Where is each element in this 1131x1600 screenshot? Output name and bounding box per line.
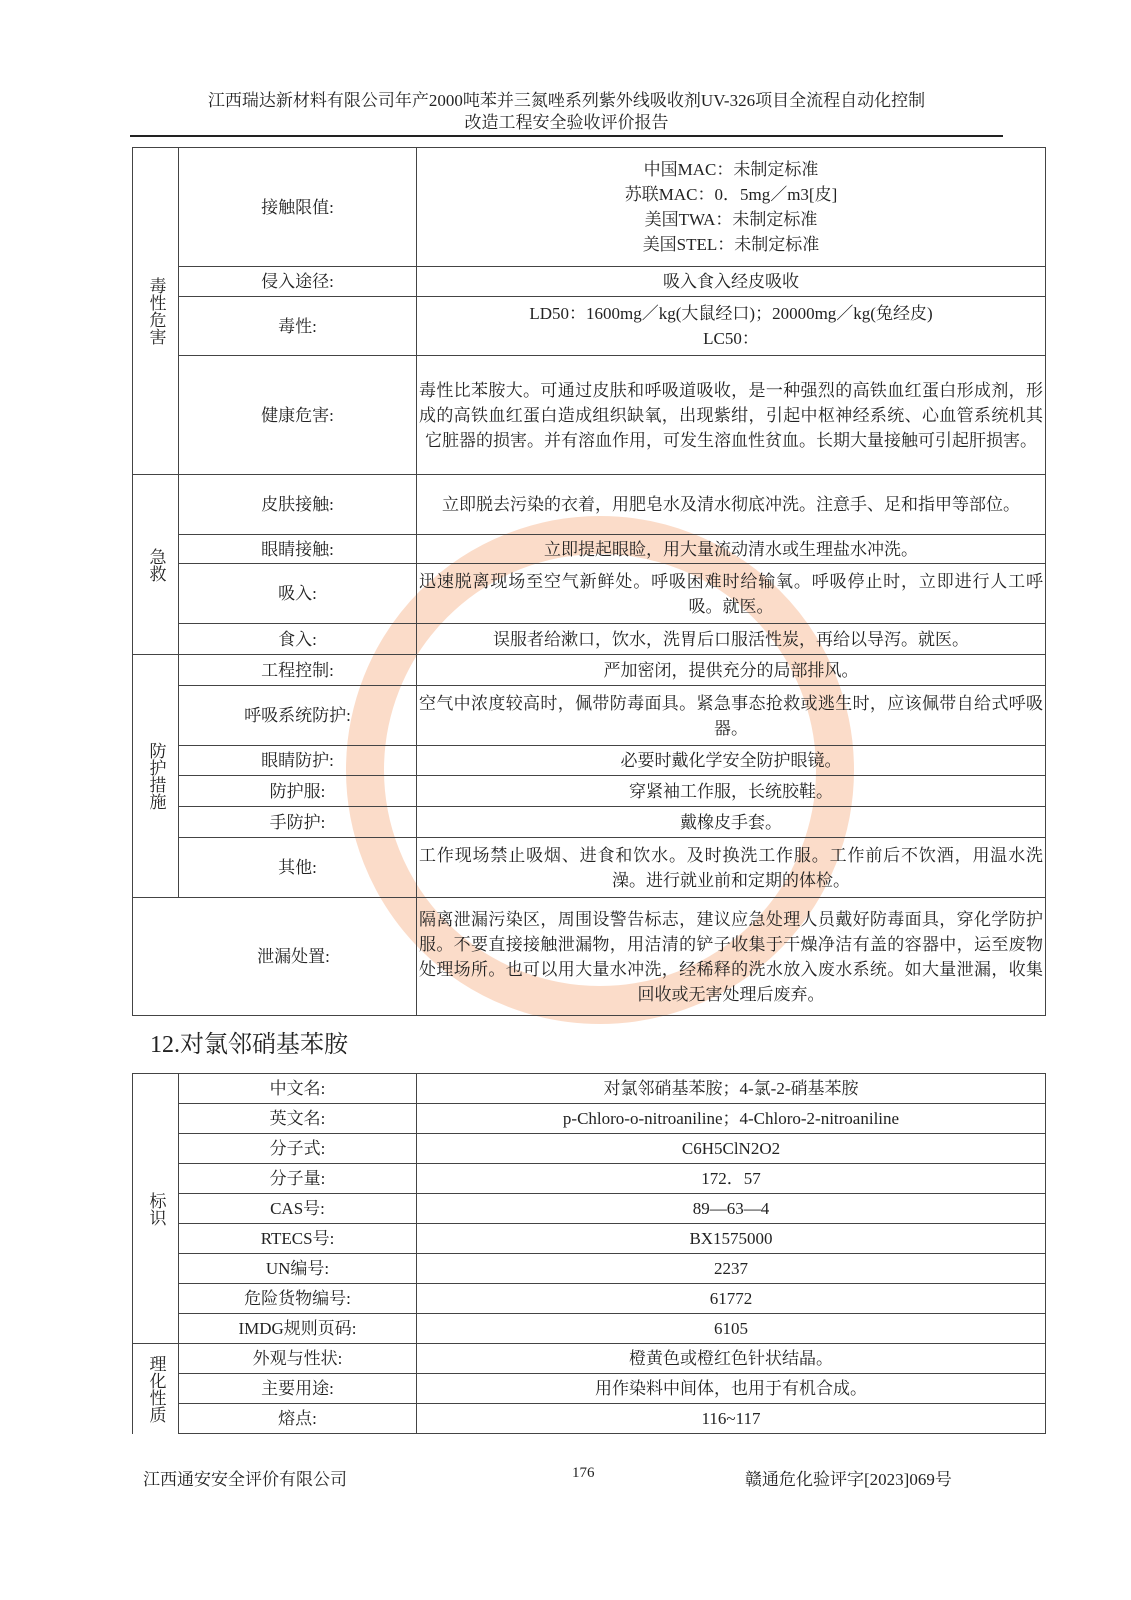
row-label: 泄漏处置:	[133, 898, 417, 1016]
row-value: p-Chloro-o-nitroaniline；4-Chloro-2-nitroaniline	[417, 1104, 1046, 1134]
row-value: 6105	[417, 1314, 1046, 1344]
table-row	[133, 1134, 1046, 1164]
row-value: 2237	[417, 1254, 1046, 1284]
table-row	[133, 148, 1046, 267]
msds-table-chloronitroaniline	[132, 1073, 1046, 1434]
table-row	[133, 1194, 1046, 1224]
row-value: 毒性比苯胺大。可通过皮肤和呼吸道吸收，是一种强烈的高铁血红蛋白形成剂，形成的高铁血红蛋白造成组织缺氧，出现紫绀，引起中枢神经系统、心血管系统机其它脏器的损害。并有溶血作用，可发生溶血性贫血。长期大量接触可引起肝损害。	[417, 356, 1046, 475]
row-value: 严加密闭，提供充分的局部排风。	[417, 655, 1046, 686]
table-row	[133, 564, 1046, 624]
table-row	[133, 1254, 1046, 1284]
row-label: 手防护:	[179, 807, 417, 838]
header-line1: 江西瑞达新材料有限公司年产2000吨苯并三氮唑系列紫外线吸收剂UV-326项目全流程自动化控制	[207, 91, 926, 110]
row-label: 眼睛接触:	[179, 535, 417, 564]
value-line: 苏联MAC：0．5mg／m3[皮]	[624, 185, 838, 204]
row-label: 分子量:	[179, 1164, 417, 1194]
footer-page-number: 176	[572, 1465, 595, 1481]
row-label: 吸入:	[179, 564, 417, 624]
row-label: 眼睛防护:	[179, 746, 417, 776]
row-label: RTECS号:	[179, 1224, 417, 1254]
row-value: 必要时戴化学安全防护眼镜。	[417, 746, 1046, 776]
group-properties: 理化性质	[133, 1344, 179, 1434]
group-identity: 标识	[133, 1074, 179, 1344]
row-value: 穿紧袖工作服，长统胶鞋。	[417, 776, 1046, 807]
table-row	[133, 475, 1046, 535]
row-value: 立即脱去污染的衣着，用肥皂水及清水彻底冲洗。注意手、足和指甲等部位。	[417, 475, 1046, 535]
row-value: 隔离泄漏污染区，周围设警告标志，建议应急处理人员戴好防毒面具，穿化学防护服。不要直接接触泄漏物，用洁清的铲子收集于干燥净洁有盖的容器中，运至废物处理场所。也可以用大量水冲洗，经稀释的洗水放入废水系统。如大量泄漏，收集回收或无害处理后废弃。	[417, 898, 1046, 1016]
value-line: 中国MAC：未制定标准	[643, 160, 819, 179]
header-line2: 改造工程安全验收评价报告	[464, 113, 669, 132]
table-row	[133, 1344, 1046, 1374]
table-row	[133, 535, 1046, 564]
table-row	[133, 1164, 1046, 1194]
group-toxicity: 毒性危害	[133, 148, 179, 475]
row-label: 呼吸系统防护:	[179, 686, 417, 746]
row-value: 误服者给漱口，饮水，洗胃后口服活性炭，再给以导泻。就医。	[417, 624, 1046, 655]
row-value: C6H5ClN2O2	[417, 1134, 1046, 1164]
footer-doc-number: 赣通危化验评字[2023]069号	[745, 1470, 952, 1489]
row-label: 熔点:	[179, 1404, 417, 1434]
row-label: 危险货物编号:	[179, 1284, 417, 1314]
row-label: 中文名:	[179, 1074, 417, 1104]
row-value: 立即提起眼睑，用大量流动清水或生理盐水冲洗。	[417, 535, 1046, 564]
value-line: LD50：1600mg／kg(大鼠经口)；20000mg／kg(兔经皮)	[529, 304, 933, 323]
row-label: 防护服:	[179, 776, 417, 807]
table-body	[133, 1074, 1046, 1434]
table-row	[133, 267, 1046, 297]
row-label: 皮肤接触:	[179, 475, 417, 535]
row-label: CAS号:	[179, 1194, 417, 1224]
table-row	[133, 746, 1046, 776]
row-label: 健康危害:	[179, 356, 417, 475]
row-label: 分子式:	[179, 1134, 417, 1164]
row-label: 外观与性状:	[179, 1344, 417, 1374]
table-row	[133, 655, 1046, 686]
row-label: 毒性:	[179, 297, 417, 356]
table-row	[133, 297, 1046, 356]
table-row	[133, 1404, 1046, 1434]
row-label: 食入:	[179, 624, 417, 655]
table-row	[133, 838, 1046, 898]
row-value: 空气中浓度较高时，佩带防毒面具。紧急事态抢救或逃生时，应该佩带自给式呼吸器。	[417, 686, 1046, 746]
row-label: 其他:	[179, 838, 417, 898]
msds-table-continued	[132, 147, 1046, 1016]
row-value: 工作现场禁止吸烟、进食和饮水。及时换洗工作服。工作前后不饮酒，用温水洗澡。进行就业前和定期的体检。	[417, 838, 1046, 898]
row-value: 对氯邻硝基苯胺；4-氯-2-硝基苯胺	[417, 1074, 1046, 1104]
row-label: 主要用途:	[179, 1374, 417, 1404]
row-value: 橙黄色或橙红色针状结晶。	[417, 1344, 1046, 1374]
row-label: 接触限值:	[179, 148, 417, 267]
row-value: 戴橡皮手套。	[417, 807, 1046, 838]
table-row	[133, 1074, 1046, 1104]
table-row	[133, 898, 1046, 1016]
row-value: BX1575000	[417, 1224, 1046, 1254]
table-row	[133, 1314, 1046, 1344]
row-value: 61772	[417, 1284, 1046, 1314]
row-label: IMDG规则页码:	[179, 1314, 417, 1344]
table-row	[133, 686, 1046, 746]
row-value	[417, 148, 1046, 267]
row-value: 迅速脱离现场至空气新鲜处。呼吸困难时给输氧。呼吸停止时，立即进行人工呼吸。就医。	[417, 564, 1046, 624]
group-first-aid: 急救	[133, 475, 179, 655]
table-row	[133, 624, 1046, 655]
value-line: 美国TWA：未制定标准	[644, 210, 818, 229]
row-label: 英文名:	[179, 1104, 417, 1134]
group-protection: 防护措施	[133, 655, 179, 898]
row-value: 吸入食入经皮吸收	[417, 267, 1046, 297]
row-value: 172．57	[417, 1164, 1046, 1194]
table-row	[133, 1374, 1046, 1404]
row-label: 工程控制:	[179, 655, 417, 686]
row-label: 侵入途径:	[179, 267, 417, 297]
table-row	[133, 1224, 1046, 1254]
header-divider	[130, 135, 1003, 137]
section-title: 12.对氯邻硝基苯胺	[150, 1032, 348, 1058]
page-header	[130, 90, 1003, 134]
table-row	[133, 776, 1046, 807]
row-value: 116~117	[417, 1404, 1046, 1434]
table-row	[133, 356, 1046, 475]
table-row	[133, 807, 1046, 838]
table-row	[133, 1284, 1046, 1314]
footer-company: 江西通安安全评价有限公司	[143, 1470, 347, 1489]
row-value: 89—63—4	[417, 1194, 1046, 1224]
table-row	[133, 1104, 1046, 1134]
value-line: LC50：	[703, 329, 759, 348]
row-value: 用作染料中间体，也用于有机合成。	[417, 1374, 1046, 1404]
row-label: UN编号:	[179, 1254, 417, 1284]
row-value	[417, 297, 1046, 356]
value-line: 美国STEL：未制定标准	[642, 235, 820, 254]
